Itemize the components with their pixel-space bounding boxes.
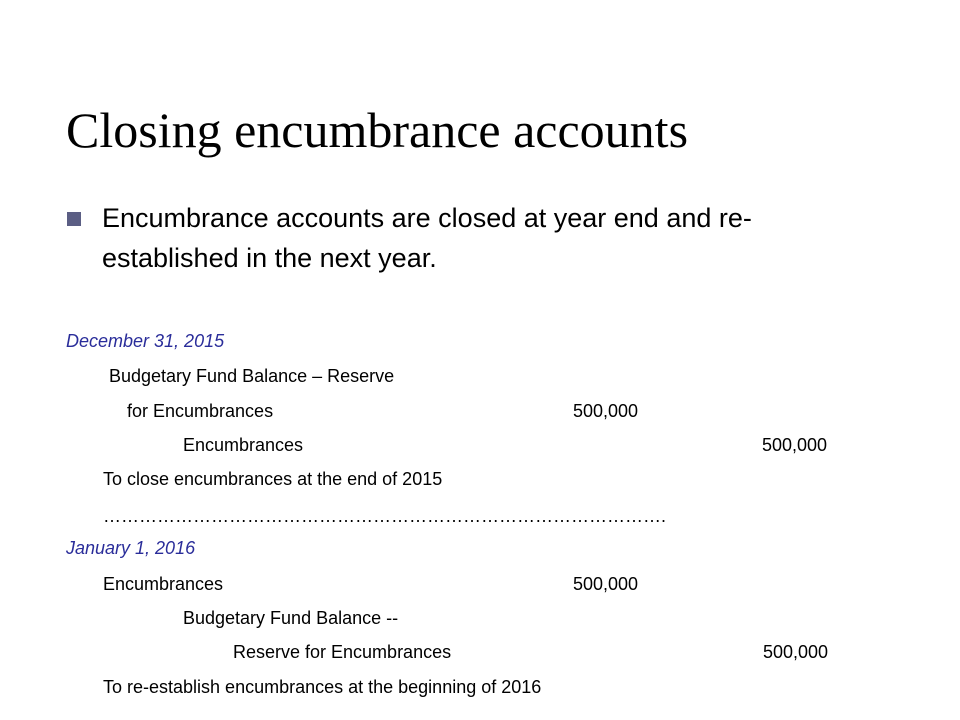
entry1-debit-account-line1: Budgetary Fund Balance – Reserve bbox=[109, 366, 395, 386]
entry2-memo: To re-establish encumbrances at the beginning of 2016 bbox=[103, 677, 542, 697]
entry2-debit-amount: 500,000 bbox=[573, 574, 639, 594]
entry1-credit-account: Encumbrances bbox=[183, 435, 304, 455]
bullet-text: Encumbrance accounts are closed at year end and re-established in the next year. bbox=[102, 203, 752, 273]
entry2-credit-amount: 500,000 bbox=[763, 642, 829, 662]
entry1-debit-amount: 500,000 bbox=[573, 401, 639, 421]
bullet-square-icon bbox=[67, 212, 81, 226]
entry1-debit-account-line2: for Encumbrances bbox=[127, 401, 274, 421]
entry2-credit-account-line2: Reserve for Encumbrances bbox=[233, 642, 452, 662]
entry2-debit-account: Encumbrances bbox=[103, 574, 224, 594]
entry1-credit-amount: 500,000 bbox=[762, 435, 828, 455]
entry2-date: January 1, 2016 bbox=[66, 538, 196, 558]
separator-dots: …………………………………………………………………………………. bbox=[103, 506, 667, 526]
slide-title: Closing encumbrance accounts bbox=[66, 102, 689, 158]
entry1-memo: To close encumbrances at the end of 2015 bbox=[103, 469, 443, 489]
entry1-date: December 31, 2015 bbox=[66, 331, 225, 351]
entry2-credit-account-line1: Budgetary Fund Balance -- bbox=[183, 608, 399, 628]
